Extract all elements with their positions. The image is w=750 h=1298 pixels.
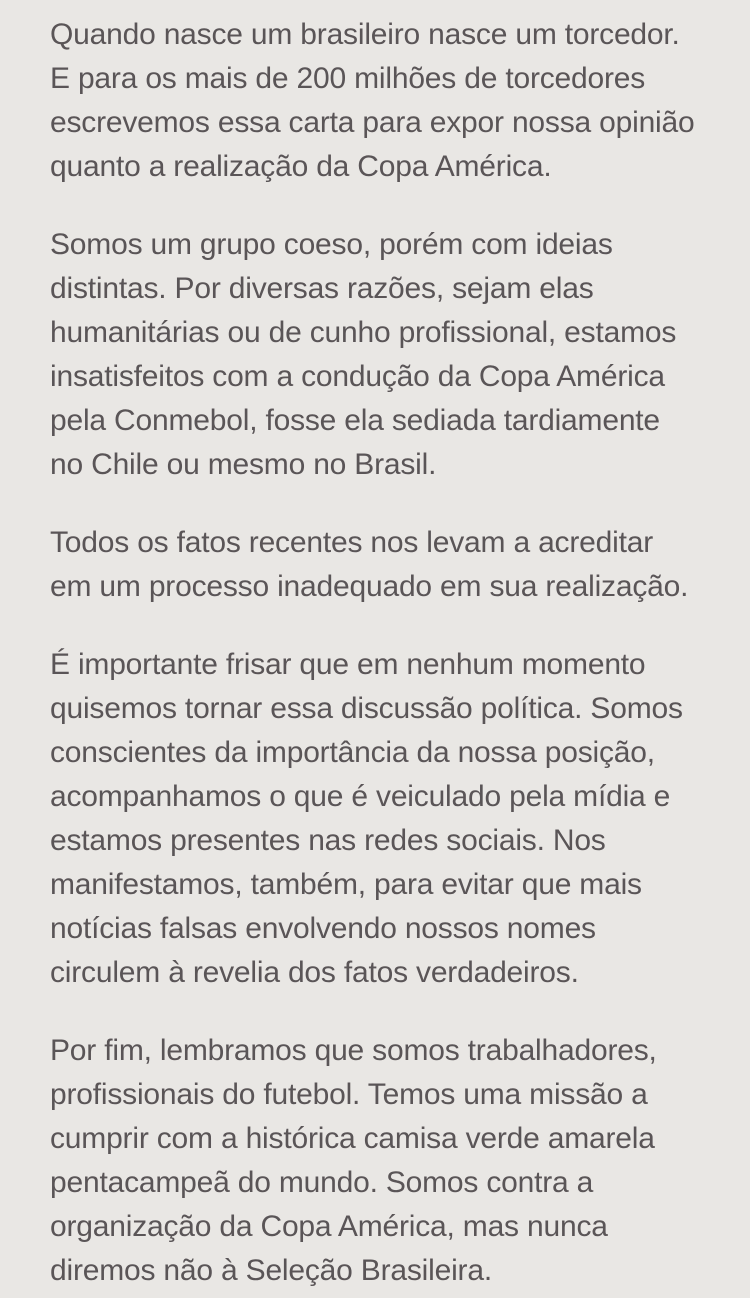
- text-line: diremos não à Seleção Brasileira.: [50, 1254, 492, 1287]
- paragraph-group-position: [50, 223, 710, 487]
- text-line: pela Conmebol, fosse ela sediada tardiamente: [50, 404, 660, 437]
- text-line: Quando nasce um brasileiro nasce um torcedor.: [50, 18, 680, 51]
- text-line: manifestamos, também, para evitar que mais: [50, 868, 642, 901]
- text-line: no Chile ou mesmo no Brasil.: [50, 448, 437, 481]
- text-line: É importante frisar que em nenhum momento: [50, 648, 646, 681]
- text-line: pentacampeã do mundo. Somos contra a: [50, 1166, 594, 1199]
- text-line: em um processo inadequado em sua realização.: [50, 570, 689, 603]
- text-line: humanitárias ou de cunho profissional, estamos: [50, 316, 677, 349]
- paragraph-facts: [50, 521, 710, 609]
- text-line: profissionais do futebol. Temos uma missão a: [50, 1078, 648, 1111]
- text-line: quisemos tornar essa discussão política. Somos: [50, 692, 683, 725]
- text-line: Por fim, lembramos que somos trabalhadores,: [50, 1034, 657, 1067]
- text-line: cumprir com a histórica camisa verde amarela: [50, 1122, 655, 1155]
- text-line: organização da Copa América, mas nunca: [50, 1210, 608, 1243]
- text-line: estamos presentes nas redes sociais. Nos: [50, 824, 606, 857]
- paragraph-intro: [50, 13, 710, 189]
- text-line: Somos um grupo coeso, porém com ideias: [50, 228, 613, 261]
- text-line: acompanhamos o que é veiculado pela mídia e: [50, 780, 671, 813]
- paragraph-not-political: [50, 643, 710, 995]
- text-line: notícias falsas envolvendo nossos nomes: [50, 912, 596, 945]
- text-line: quanto a realização da Copa América.: [50, 150, 552, 183]
- text-line: distintas. Por diversas razões, sejam elas: [50, 272, 594, 305]
- text-line: escrevemos essa carta para expor nossa opinião: [50, 106, 695, 139]
- text-line: insatisfeitos com a condução da Copa América: [50, 360, 665, 393]
- text-line: conscientes da importância da nossa posição,: [50, 736, 655, 769]
- text-line: E para os mais de 200 milhões de torcedores: [50, 62, 646, 95]
- paragraph-conclusion: [50, 1029, 710, 1293]
- text-line: Todos os fatos recentes nos levam a acreditar: [50, 526, 653, 559]
- text-line: circulem à revelia dos fatos verdadeiros.: [50, 956, 579, 989]
